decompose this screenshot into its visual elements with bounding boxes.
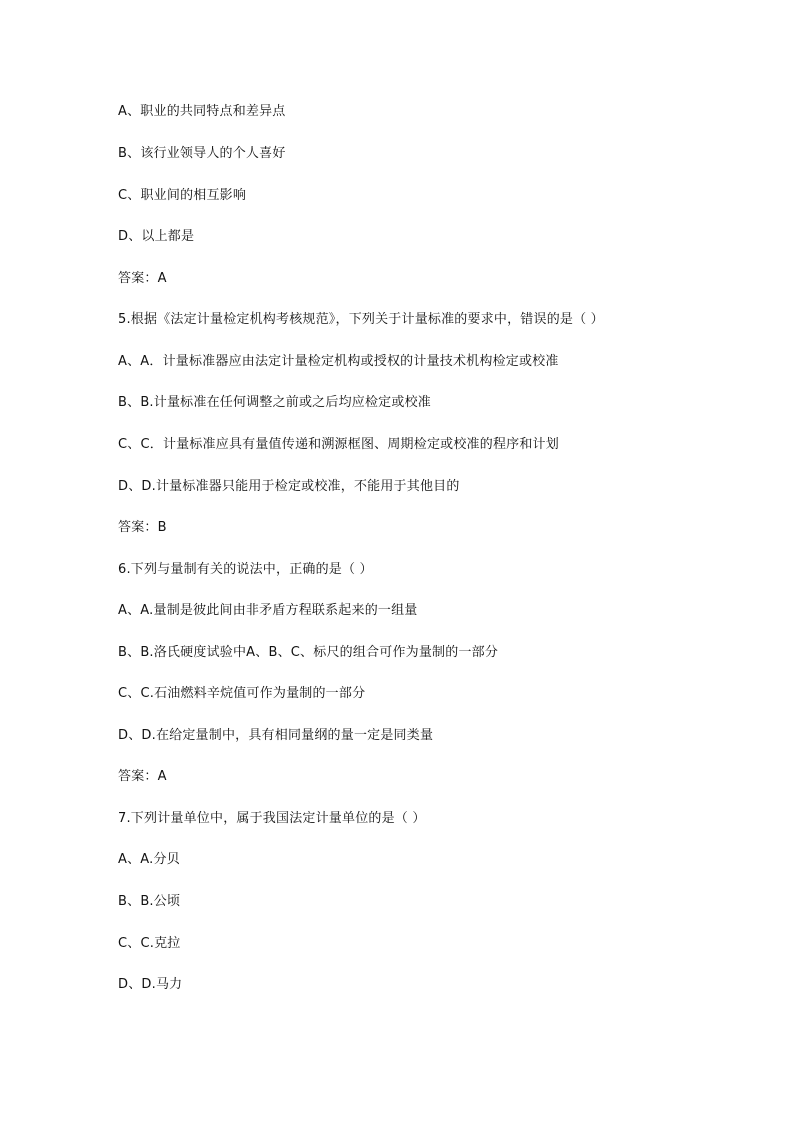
q6-question: 6.下列与量制有关的说法中，正确的是（ ） bbox=[118, 562, 373, 577]
q5-option-c: C、C．计量标准应具有量值传递和溯源框图、周期检定或校准的程序和计划 bbox=[118, 437, 559, 452]
q6-option-d: D、D.在给定量制中，具有相同量纲的量一定是同类量 bbox=[118, 728, 434, 743]
q7-option-c: C、C.克拉 bbox=[118, 936, 181, 951]
q6-option-c: C、C.石油燃料辛烷值可作为量制的一部分 bbox=[118, 686, 366, 701]
q4-option-d: D、以上都是 bbox=[118, 229, 195, 244]
q4-option-a: A、职业的共同特点和差异点 bbox=[118, 104, 286, 119]
q5-option-b: B、B.计量标准在任何调整之前或之后均应检定或校准 bbox=[118, 395, 431, 410]
q7-question: 7.下列计量单位中，属于我国法定计量单位的是（ ） bbox=[118, 811, 426, 826]
q6-option-a: A、A.量制是彼此间由非矛盾方程联系起来的一组量 bbox=[118, 603, 418, 618]
q4-option-c: C、职业间的相互影响 bbox=[118, 188, 247, 203]
q4-option-b: B、该行业领导人的个人喜好 bbox=[118, 146, 286, 161]
q5-option-a: A、A．计量标准器应由法定计量检定机构或授权的计量技术机构检定或校准 bbox=[118, 354, 559, 369]
q4-answer: 答案：A bbox=[118, 271, 167, 286]
q5-answer: 答案：B bbox=[118, 520, 167, 535]
q7-option-d: D、D.马力 bbox=[118, 977, 183, 992]
q5-option-d: D、D.计量标准器只能用于检定或校准，不能用于其他目的 bbox=[118, 479, 460, 494]
q7-option-a: A、A.分贝 bbox=[118, 852, 180, 867]
q5-question: 5.根据《法定计量检定机构考核规范》，下列关于计量标准的要求中，错误的是（ ） bbox=[118, 312, 604, 327]
q6-answer: 答案：A bbox=[118, 769, 167, 784]
q6-option-b: B、B.洛氏硬度试验中A、B、C、标尺的组合可作为量制的一部分 bbox=[118, 645, 499, 660]
q7-option-b: B、B.公顷 bbox=[118, 894, 181, 909]
